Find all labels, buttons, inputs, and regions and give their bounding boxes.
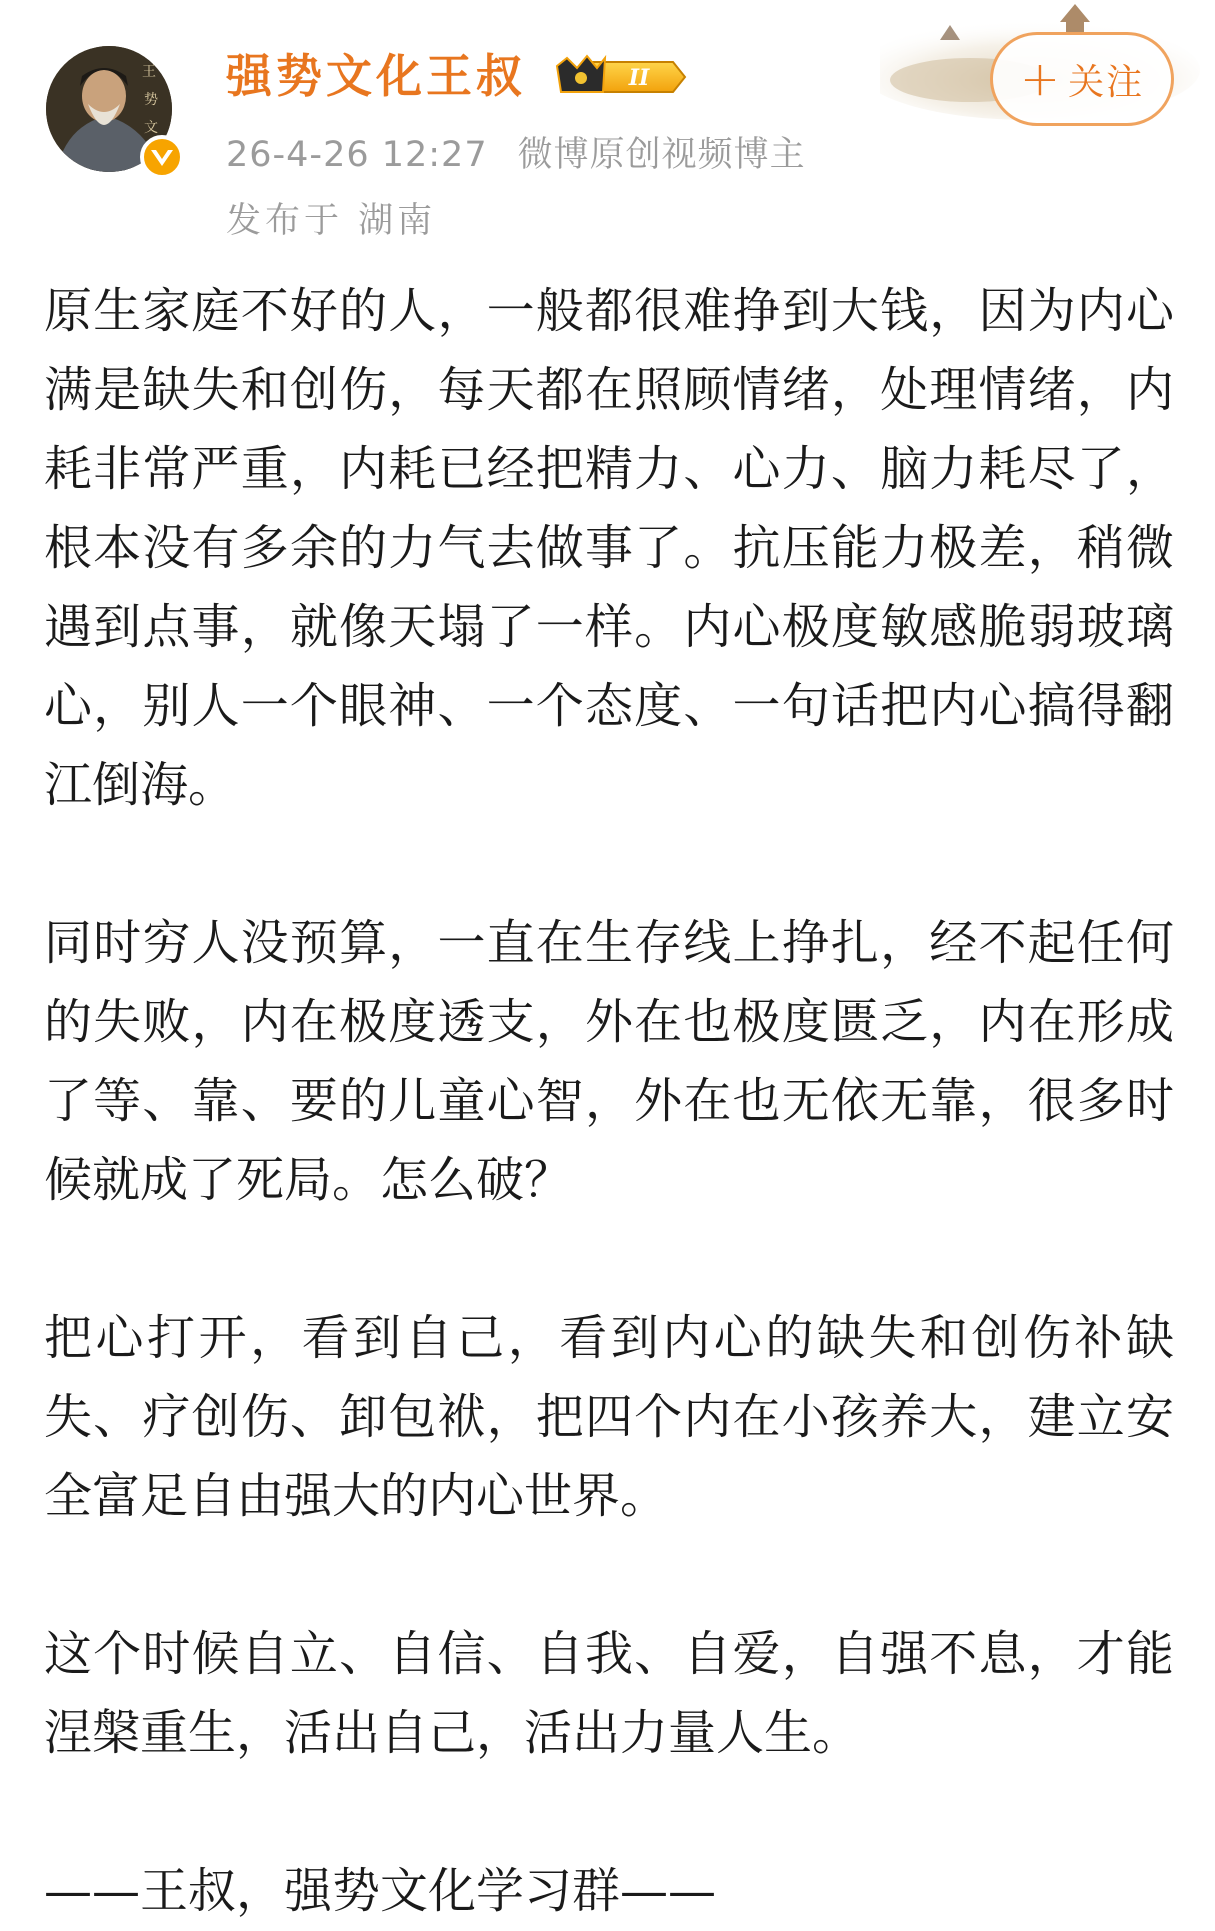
crown-level-icon[interactable] (555, 54, 687, 100)
post-location: 发布于 湖南 (226, 201, 437, 241)
post-timestamp: 26-4-26 12:27 (226, 135, 488, 175)
post-paragraph: 把心打开，看到自己，看到内心的缺失和创伤补缺失、疗创伤、卸包袱，把四个内在小孩养大，建立安全富足自由强大的内心世界。 (44, 1310, 1174, 1524)
svg-text:势: 势 (144, 92, 158, 108)
level-label: II (628, 65, 650, 91)
post-source[interactable]: 微博原创视频博主 (517, 135, 806, 175)
post-signature: ——王叔，强势文化学习群—— (44, 1863, 717, 1919)
plus-icon: + (1019, 51, 1063, 107)
follow-button[interactable] (990, 32, 1174, 126)
follow-label: 关注 (1068, 61, 1145, 103)
svg-text:文: 文 (144, 120, 158, 136)
verified-v-icon (140, 135, 184, 179)
post-body (44, 272, 1174, 1931)
post-meta (226, 132, 806, 178)
post-paragraph: 同时穷人没预算，一直在生存线上挣扎，经不起任何的失败，内在极度透支，外在也极度匮乏，内在形成了等、靠、要的儿童心智，外在也无依无靠，很多时候就成了死局。怎么破？ (44, 915, 1174, 1208)
author-name[interactable]: 强势文化王叔 (226, 49, 526, 103)
post-header (0, 0, 1215, 260)
post-paragraph: 原生家庭不好的人，一般都很难挣到大钱，因为内心满是缺失和创伤，每天都在照顾情绪，处理情绪，内耗非常严重，内耗已经把精力、心力、脑力耗尽了，根本没有多余的力气去做事了。抗压能力极差，稍微遇到点事，就像天塌了一样。内心极度敏感脆弱玻璃心，别人一个眼神、一个态度、一句话把内心搞得翻江倒海。 (44, 283, 1174, 813)
svg-text:王: 王 (142, 64, 156, 80)
post-paragraph: 这个时候自立、自信、自我、自爱，自强不息，才能涅槃重生，活出自己，活出力量人生。 (44, 1626, 1174, 1761)
